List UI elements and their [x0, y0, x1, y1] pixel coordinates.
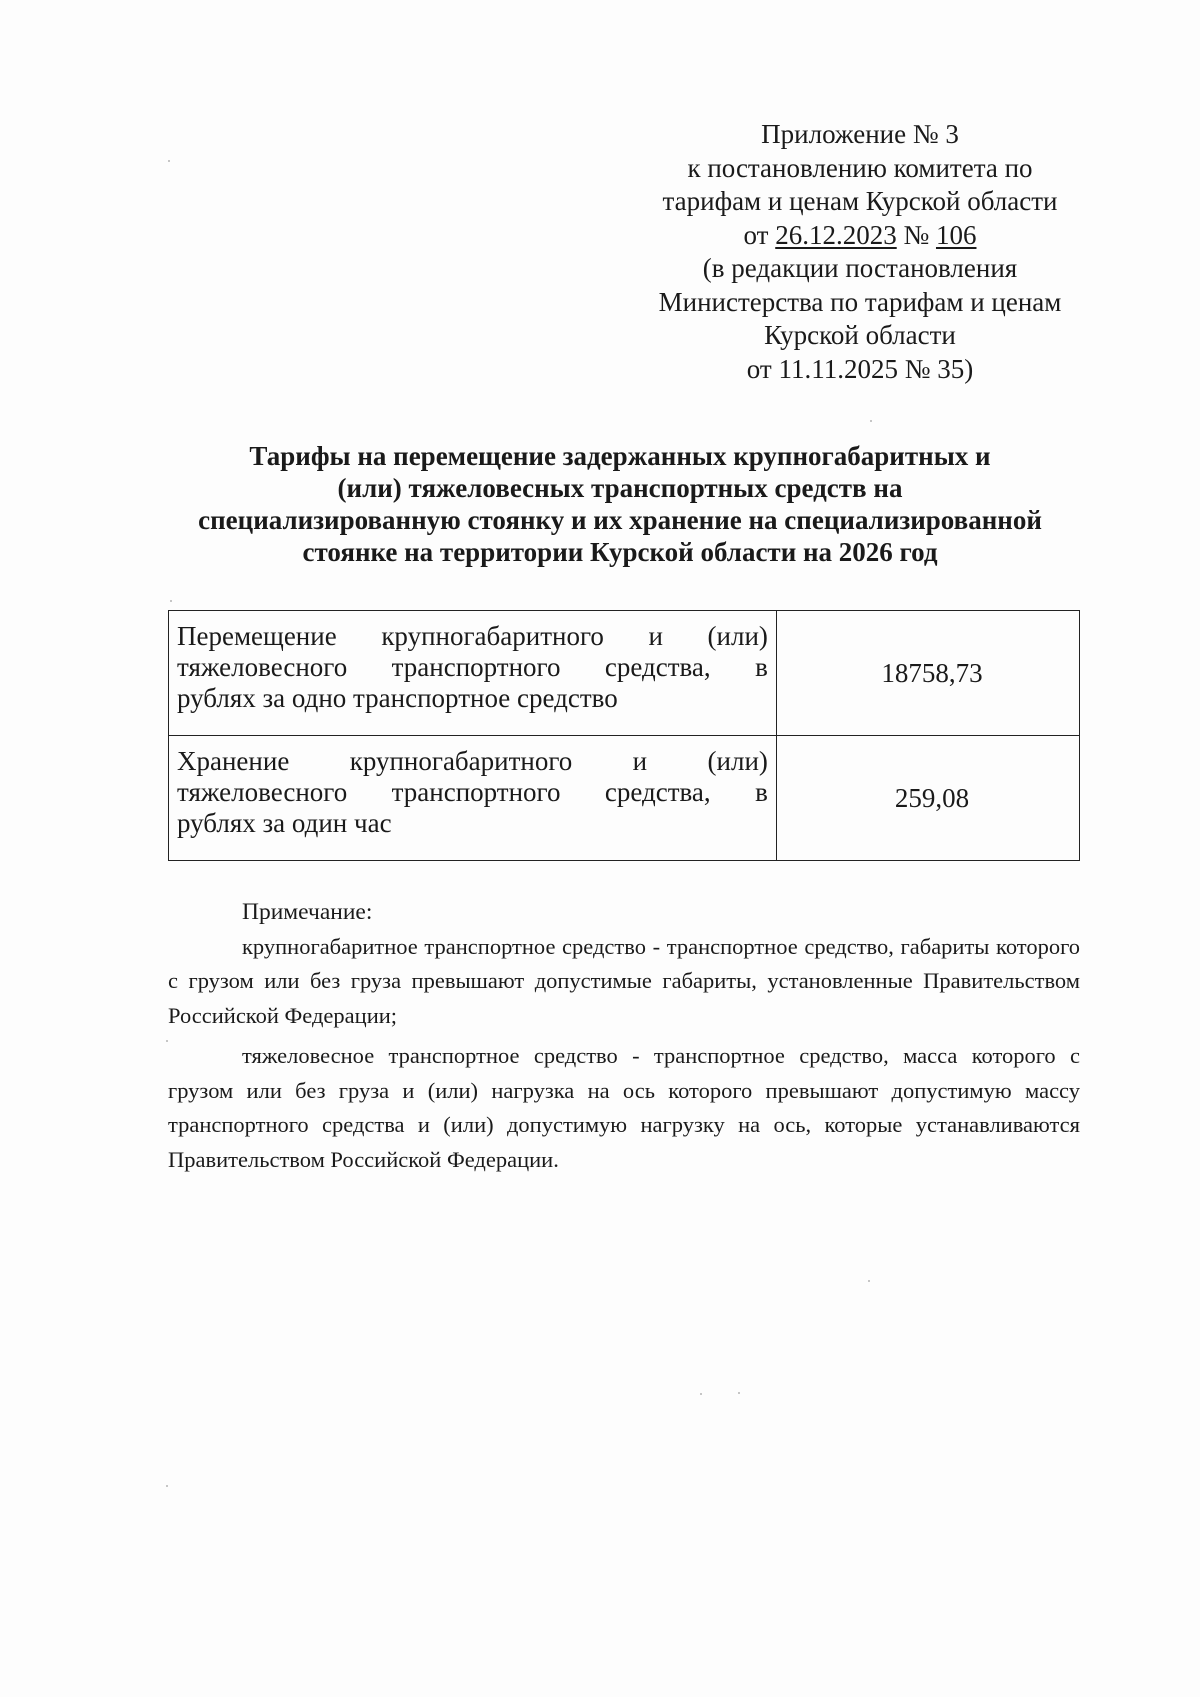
number-sign: № [896, 219, 936, 250]
desc-word: в [755, 652, 768, 682]
desc-word: тяжеловесного [177, 777, 348, 807]
scan-speck [168, 160, 170, 162]
desc-word: средства, [604, 777, 711, 807]
desc-line [177, 777, 768, 808]
desc-word: Хранение [177, 746, 290, 776]
appendix-number: Приложение № 3 [761, 119, 959, 149]
desc-line [177, 621, 768, 652]
desc-word: (или) [707, 746, 768, 776]
title-line: стоянке на территории Курской области на 2026 год [302, 537, 938, 567]
desc-word: транспортного [391, 777, 561, 807]
title-line: специализированную стоянку и их хранение на специализированной [198, 505, 1042, 535]
desc-word: транспортного [391, 652, 561, 682]
desc-word: крупногабаритного [349, 746, 573, 776]
note-paragraph: тяжеловесное транспортное средство - транспортное средство, масса которого с грузом или без груза и (или) нагрузка на ось которого превышают допустимую массу транспортного средства и (или) допустимую нагрузку на ось, которые устанавливаются Правительством Российской Федерации. [168, 1043, 1080, 1172]
appendix-ref-line: Курской области [764, 320, 956, 350]
tariff-value: 18758,73 [776, 611, 1079, 736]
table-row [169, 611, 1080, 736]
appendix-ref-line: (в редакции постановления [702, 253, 1018, 283]
resolution-number: 106 [935, 219, 977, 250]
tariff-value: 259,08 [776, 736, 1079, 861]
appendix-ref-line: от 11.11.2025 № 35) [746, 353, 974, 384]
scan-speck [166, 1485, 168, 1487]
scan-speck [700, 1393, 702, 1395]
desc-word: в [755, 777, 768, 807]
scan-speck [738, 1392, 740, 1394]
desc-line [177, 652, 768, 683]
appendix-ref-line: тарифам и ценам Курской области [662, 186, 1058, 216]
desc-line: рублях за одно транспортное средство [177, 683, 618, 713]
desc-word: средства, [604, 652, 711, 682]
scan-speck [170, 600, 172, 602]
desc-word: и [648, 621, 663, 651]
date-prefix: от [743, 219, 776, 250]
desc-line: рублях за один час [177, 808, 392, 838]
document-title [160, 440, 1080, 568]
title-line: (или) тяжеловесных транспортных средств на [337, 473, 903, 503]
appendix-ref-line: Министерства по тарифам и ценам [658, 286, 1062, 317]
desc-word: крупногабаритного [381, 621, 604, 651]
note-title: Примечание: [242, 899, 373, 925]
scan-speck [166, 1040, 168, 1042]
desc-word: (или) [707, 621, 768, 651]
scan-speck [870, 420, 872, 422]
appendix-date-line [640, 219, 1080, 253]
appendix-header [640, 118, 1080, 386]
tariff-description [169, 611, 777, 736]
table-row [169, 736, 1080, 861]
resolution-date: 26.12.2023 [775, 219, 897, 250]
desc-word: и [632, 746, 648, 776]
tariff-description [169, 736, 777, 861]
title-line: Тарифы на перемещение задержанных крупногабаритных и [249, 441, 991, 471]
note-block [168, 895, 1080, 1177]
tariff-table [168, 610, 1080, 861]
desc-word: тяжеловесного [177, 652, 348, 682]
note-paragraph: крупногабаритное транспортное средство - транспортное средство, габариты которого с грузом или без груза превышают допустимые габариты, установленные Правительством Российской Федерации; [168, 933, 1080, 1028]
desc-line [177, 746, 768, 777]
scan-speck [868, 1280, 870, 1282]
appendix-ref-line: к постановлению комитета по [687, 152, 1033, 183]
desc-word: Перемещение [177, 621, 337, 651]
